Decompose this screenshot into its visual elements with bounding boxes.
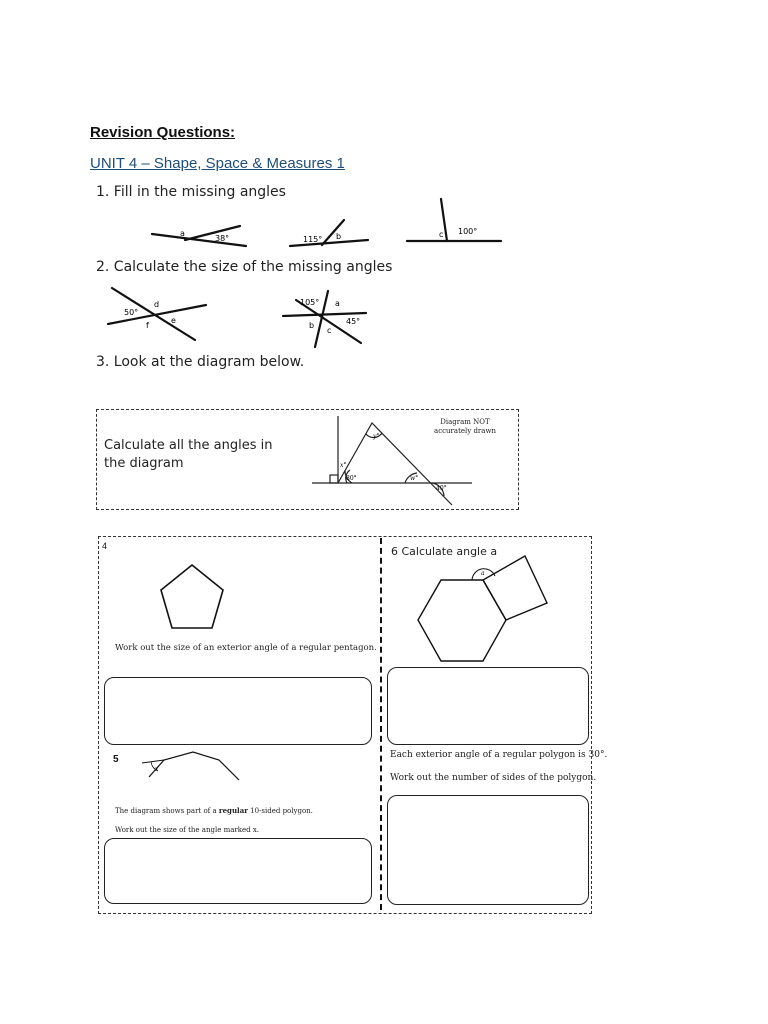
q3-label-40: 40° [436,485,447,492]
question-3-box-text: Calculate all the angles in the diagram [104,438,273,471]
q3-label-x: x° [340,462,347,469]
q1-label-b: b [336,232,342,241]
question-7-answer-box[interactable] [387,795,589,905]
q6-label-a: a [481,570,485,577]
q2-label-50: 50° [124,308,139,317]
diagram-note-line1: Diagram NOT [440,418,490,426]
diagram-note-line2: accurately drawn [434,427,496,435]
question-4-number: 4 [102,541,108,551]
q1-label-a: a [180,229,185,238]
q2-label-a: a [335,299,340,308]
q2-label-b: b [309,321,315,330]
question-6-answer-box[interactable] [387,667,589,745]
question-7-text2: Work out the number of sides of the polygon. [390,773,597,783]
q5-label-x: x [155,766,159,773]
q2-label-c: c [327,326,332,335]
q2-label-105: 105° [300,298,320,307]
question-7-text1: Each exterior angle of a regular polygon is 30°. [390,750,608,760]
question-5-text2: Work out the size of the angle marked x. [115,826,259,834]
q2-label-f: f [146,321,149,330]
q2-label-e: e [171,316,176,325]
q1-label-c: c [439,230,444,239]
page-heading: Revision Questions: [90,124,236,141]
question-5-number: 5 [113,754,119,765]
question-4-text: Work out the size of an exterior angle of a regular pentagon. [115,643,377,653]
q5-text-after: 10-sided polygon. [247,807,313,815]
q2-label-d: d [154,300,160,309]
q3-label-y: y° [373,433,380,440]
q5-text-before: The diagram shows part of a [115,807,219,815]
question-3-text: 3. Look at the diagram below. [96,354,305,370]
q3-label-80: 80° [346,475,357,482]
question-2-text: 2. Calculate the size of the missing angles [96,259,393,275]
q3-label-w: w° [410,475,419,482]
q1-label-100: 100° [458,227,478,236]
q1-label-38: 38° [215,234,230,243]
unit-title: UNIT 4 – Shape, Space & Measures 1 [90,155,345,172]
q1-label-115: 115° [303,235,323,244]
question-1-text: 1. Fill in the missing angles [96,184,286,200]
question-6-text: 6 Calculate angle a [391,545,498,558]
q2-label-45: 45° [346,317,361,326]
q5-text-bold: regular [218,806,248,815]
